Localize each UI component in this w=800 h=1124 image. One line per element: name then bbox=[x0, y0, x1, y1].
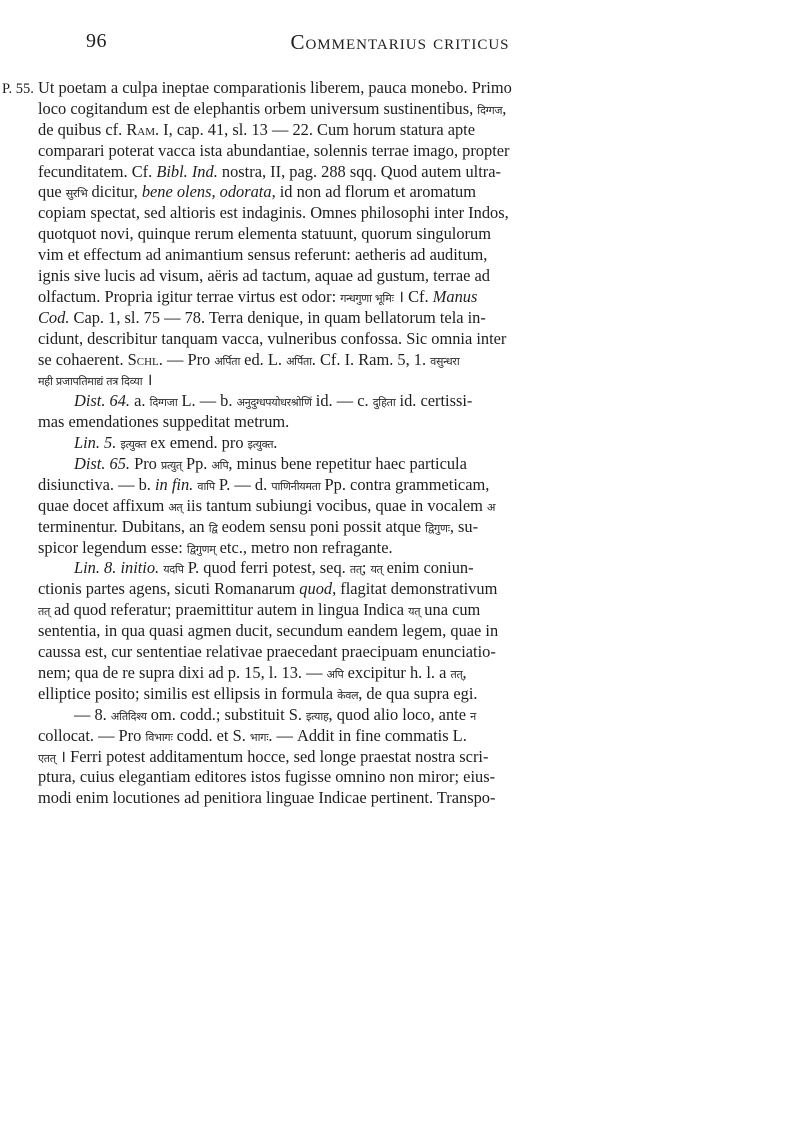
text-run: P. quod ferri potest, seq. bbox=[183, 558, 350, 578]
devanagari-word: यत् bbox=[408, 605, 421, 619]
text-run: quod bbox=[299, 579, 333, 599]
text-line bbox=[38, 391, 728, 412]
text-line bbox=[38, 684, 728, 705]
text-run: excipitur h. l. a bbox=[343, 662, 451, 682]
text-run: , quod alio loco, ante bbox=[328, 704, 471, 724]
devanagari-word: केवल bbox=[337, 688, 359, 702]
devanagari-word: यदपि bbox=[163, 563, 184, 577]
text-line bbox=[38, 162, 728, 183]
devanagari-word: अपि bbox=[211, 459, 229, 473]
text-line bbox=[38, 747, 728, 768]
text-run: । bbox=[142, 370, 153, 390]
text-run: ptura, cuius elegantiam editores istos fugisse omnino non miror; eius- bbox=[38, 767, 496, 787]
text-run: quae docet affixum bbox=[38, 495, 169, 515]
devanagari-word: अत् bbox=[168, 500, 183, 514]
text-line bbox=[38, 663, 728, 684]
text-run: ad quod referatur; praemittitur autem in lingua Indica bbox=[49, 600, 409, 620]
text-run: comparari poterat vacca ista abundantiae, solennis terrae imago, propter bbox=[38, 140, 510, 160]
text-line bbox=[38, 705, 728, 726]
text-line bbox=[38, 517, 728, 538]
text-run: nostra, II, pag. 288 sqq. Quod autem ultra- bbox=[217, 161, 501, 181]
text-run: Pro bbox=[130, 454, 161, 474]
text-line bbox=[38, 788, 728, 809]
text-run: ed. L. bbox=[240, 349, 287, 369]
text-line bbox=[38, 99, 728, 120]
text-run: sententia, in qua quasi agmen ducit, secundum eandem legem, quae in bbox=[38, 621, 499, 641]
devanagari-word: अपि bbox=[326, 667, 344, 681]
devanagari-word: द्वि bbox=[208, 521, 218, 535]
devanagari-word: इत्याह bbox=[306, 709, 329, 723]
text-line bbox=[38, 350, 728, 371]
text-line bbox=[38, 475, 728, 496]
text-run: eodem sensu poni possit atque bbox=[217, 516, 426, 536]
text-run: a. bbox=[130, 391, 150, 411]
text-run: fecunditatem. Cf. bbox=[38, 161, 157, 181]
text-run: dicitur, bbox=[87, 182, 142, 202]
text-line bbox=[38, 287, 728, 308]
text-line bbox=[38, 621, 728, 642]
devanagari-word: एतत् bbox=[38, 751, 56, 765]
text-run: । Cf. bbox=[393, 286, 433, 306]
devanagari-word: द्विगुणम् bbox=[186, 542, 216, 556]
text-run: Cod. bbox=[38, 307, 70, 327]
text-run: Cap. 1, sl. 75 — 78. Terra denique, in quam bellatorum tela in- bbox=[69, 307, 486, 327]
text-line bbox=[2, 78, 728, 99]
text-line bbox=[38, 266, 728, 287]
text-run: loco cogitandum est de elephantis orbem universum sustinentibus, bbox=[38, 98, 478, 118]
text-run: , de qua supra egi. bbox=[358, 683, 478, 703]
text-line bbox=[38, 329, 728, 350]
devanagari-word: तत् bbox=[349, 563, 362, 577]
text-line bbox=[38, 454, 728, 475]
text-run: enim coniun- bbox=[382, 558, 474, 578]
text-run: id. certissi- bbox=[395, 391, 473, 411]
devanagari-word: दुहिता bbox=[372, 396, 396, 410]
text-line bbox=[38, 642, 728, 663]
text-run: Pp. bbox=[181, 454, 212, 474]
text-run: om. codd.; substituit S. bbox=[146, 704, 307, 724]
text-run: Dist. 64. bbox=[74, 391, 131, 411]
text-run: , id non ad florum et aromatum bbox=[271, 182, 476, 202]
text-run: collocat. — Pro bbox=[38, 725, 146, 745]
devanagari-word: यत् bbox=[370, 563, 383, 577]
text-line bbox=[38, 224, 728, 245]
text-line bbox=[38, 726, 728, 747]
text-run: etc., metro non refragante. bbox=[215, 537, 393, 557]
page-number: 96 bbox=[86, 30, 107, 52]
paragraph-marker: P. 55. bbox=[2, 81, 34, 97]
text-run: , su- bbox=[449, 516, 479, 536]
text-run: caussa est, cur sententiae relativae praecedant praecipuam enunciatio- bbox=[38, 642, 496, 662]
devanagari-word: प्रत्युत् bbox=[160, 459, 182, 473]
text-run: L. — b. bbox=[177, 391, 237, 411]
text-run: Bibl. Ind. bbox=[156, 161, 218, 181]
text-run: — 8. bbox=[74, 704, 111, 724]
text-line bbox=[38, 767, 728, 788]
text-line bbox=[38, 579, 728, 600]
devanagari-word: वापि bbox=[197, 479, 215, 493]
devanagari-word: अनुदुग्धपयोधरश्रोणिं bbox=[236, 396, 312, 410]
text-run: ; bbox=[361, 558, 371, 578]
text-run: . I, cap. 41, sl. 13 — 22. Cum horum statura apte bbox=[154, 119, 476, 139]
devanagari-word: भागः bbox=[249, 730, 269, 744]
text-run: , minus bene repetitur haec particula bbox=[228, 454, 467, 474]
devanagari-word: न bbox=[470, 709, 476, 723]
text-line bbox=[38, 245, 728, 266]
devanagari-word: दिग्गजा bbox=[149, 396, 178, 410]
commentary-text bbox=[2, 78, 728, 809]
devanagari-word: द्विगुणः bbox=[425, 521, 450, 535]
text-run: que bbox=[38, 182, 66, 202]
text-run: se cohaerent. bbox=[38, 349, 128, 369]
text-line bbox=[38, 433, 728, 454]
text-run: disiunctiva. — b. bbox=[38, 474, 155, 494]
devanagari-word: इत्युक्त bbox=[247, 438, 274, 452]
text-run: Schl bbox=[127, 349, 159, 369]
devanagari-word: गन्धगुणा भूमिः bbox=[340, 291, 394, 305]
text-run: . bbox=[273, 433, 278, 453]
text-run: Lin. 8. initio. bbox=[74, 558, 160, 578]
text-run: una cum bbox=[420, 600, 481, 620]
text-run: bene olens, odorata bbox=[141, 182, 272, 202]
text-run: iis tantum subiungi vocibus, quae in vocalem bbox=[182, 495, 487, 515]
text-run: P. — d. bbox=[214, 474, 272, 494]
text-line bbox=[38, 370, 728, 391]
text-run: quotquot novi, quinque rerum elementa statuunt, quorum singulorum bbox=[38, 224, 491, 244]
text-run: Pp. contra grammeticam, bbox=[320, 474, 490, 494]
devanagari-word: अर्पिता bbox=[214, 354, 241, 368]
devanagari-word: अतिदिश्य bbox=[110, 709, 147, 723]
devanagari-word: तत् bbox=[450, 667, 463, 681]
text-run: , bbox=[462, 662, 467, 682]
devanagari-word: इत्युक्त bbox=[120, 438, 147, 452]
text-line bbox=[38, 412, 728, 433]
text-run: elliptice posito; similis est ellipsis in formula bbox=[38, 683, 338, 703]
text-run: . Cf. I. Ram. 5, 1. bbox=[311, 349, 431, 369]
devanagari-word: अ bbox=[486, 500, 496, 514]
devanagari-word: मही प्रजापतिमाद्यं तत्र दिव्या bbox=[38, 375, 143, 389]
text-run: modi enim locutiones ad penitiora linguae Indicae pertinent. Transpo- bbox=[38, 788, 496, 808]
text-line bbox=[38, 141, 728, 162]
text-run: id. — c. bbox=[311, 391, 373, 411]
text-run: , bbox=[502, 98, 507, 118]
devanagari-word: सुरभि bbox=[65, 187, 88, 201]
text-line bbox=[38, 182, 728, 203]
text-line bbox=[38, 496, 728, 517]
text-run: mas emendationes suppeditat metrum. bbox=[38, 412, 290, 432]
text-run: terminentur. Dubitans, an bbox=[38, 516, 209, 536]
text-line bbox=[38, 308, 728, 329]
text-run: in fin. bbox=[155, 474, 194, 494]
text-run: ignis sive lucis ad visum, aëris ad tactum, aquae ad gustum, terrae ad bbox=[38, 266, 490, 286]
text-run: Dist. 65. bbox=[74, 454, 131, 474]
page-header bbox=[0, 30, 800, 70]
text-run: Ut poetam a culpa ineptae comparationis liberem, pauca monebo. Primo bbox=[38, 78, 512, 97]
text-line bbox=[38, 600, 728, 621]
text-run: , flagitat demonstrativum bbox=[332, 579, 498, 599]
text-line bbox=[38, 203, 728, 224]
text-run: . — Addit in fine commatis L. bbox=[268, 725, 467, 745]
text-line bbox=[38, 558, 728, 579]
text-run: । Ferri potest additamentum hocce, sed longe praestat nostra scri- bbox=[55, 746, 489, 766]
text-run: ctionis partes agens, sicuti Romanarum bbox=[38, 579, 300, 599]
text-line bbox=[38, 538, 728, 559]
text-run: Ram bbox=[126, 119, 155, 139]
devanagari-word: तत् bbox=[38, 605, 50, 619]
devanagari-word: दिग्गज bbox=[477, 103, 503, 117]
devanagari-word: अर्पिता bbox=[286, 354, 312, 368]
text-run: Manus bbox=[432, 286, 478, 306]
devanagari-word: विभागः bbox=[145, 730, 173, 744]
text-run: . — Pro bbox=[158, 349, 215, 369]
text-run: spicor legendum esse: bbox=[38, 537, 187, 557]
text-run: codd. et S. bbox=[172, 725, 250, 745]
text-run: nem; qua de re supra dixi ad p. 15, l. 13. — bbox=[38, 662, 327, 682]
text-run: ex emend. pro bbox=[146, 433, 248, 453]
text-run: copiam spectat, sed altioris est indaginis. Omnes philosophi inter Indos, bbox=[38, 203, 509, 223]
text-line bbox=[38, 120, 728, 141]
text-run: de quibus cf. bbox=[38, 119, 127, 139]
devanagari-word: पाणिनीयमता bbox=[271, 479, 321, 493]
text-run: olfactum. Propria igitur terrae virtus est odor: bbox=[38, 286, 341, 306]
running-title: Commentarius criticus bbox=[290, 30, 510, 54]
text-run: cidunt, describitur tanquam vacca, vulneribus confossa. Sic omnia inter bbox=[38, 328, 507, 348]
text-run: Lin. 5. bbox=[74, 433, 117, 453]
devanagari-word: वसुन्धरा bbox=[430, 354, 460, 368]
text-run: vim et effectum ad animantium sensus referunt: aetheris ad auditum, bbox=[38, 245, 488, 265]
